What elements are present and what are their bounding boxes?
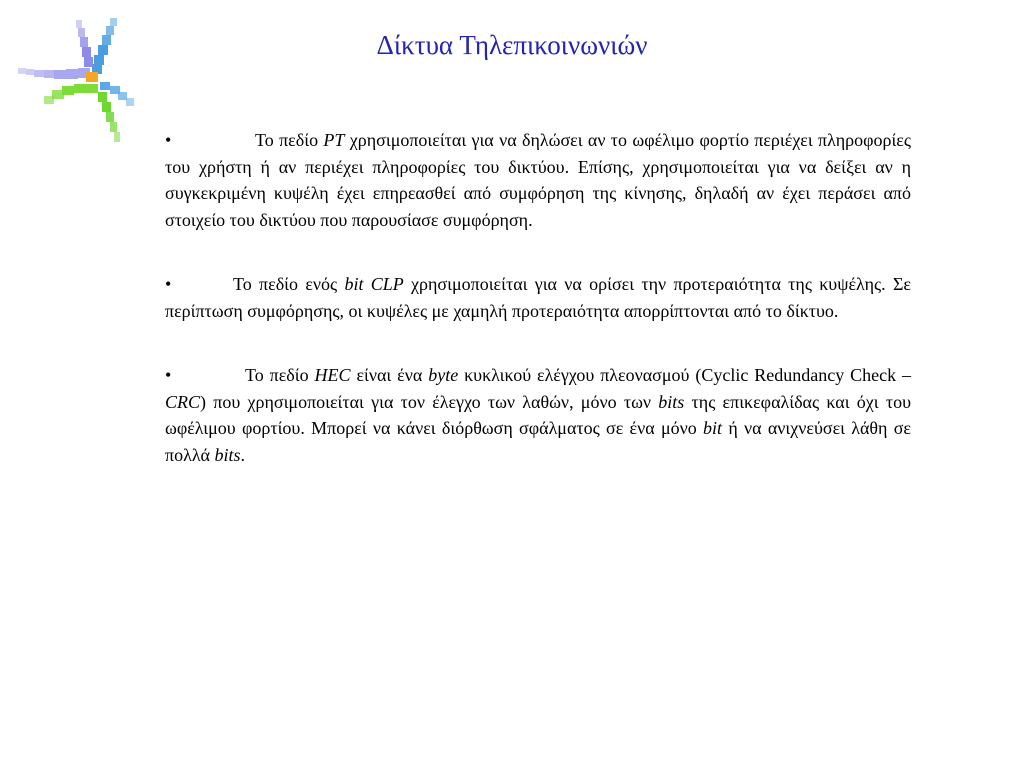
slide-title: Δίκτυα Τηλεπικοινωνιών	[376, 30, 648, 60]
bullet-marker: •	[165, 365, 172, 385]
bullet-marker: •	[165, 274, 172, 294]
bullet-item-pt: • Το πεδίο PT χρησιμοποιείται για να δηλώσει αν το ωφέλιμο φορτίο περιέχει πληροφορίες του χρήστη ή αν περιέχει πληροφορίες του δικτύου. Επίσης, χρησιμοποιείται για να δείξει αν η συγκεκριμένη κυψέλη έχει επηρεασθεί από συμφόρηση της κίνησης, δηλαδή αν έχει περάσει από στοιχείο του δικτύου που παρουσίασε συμφόρηση.	[165, 127, 911, 233]
bullet-list	[165, 127, 911, 506]
bullet-item-hec: • Το πεδίο HEC είναι ένα byte κυκλικού ελέγχου πλεονασμού (Cyclic Redundancy Check – CRC) που χρησιμοποιείται για τον έλεγχο των λαθών, μόνο των bits της επικεφαλίδας και όχι του ωφέλιμου φορτίου. Μπορεί να κάνει διόρθωση σφάλματος σε ένα μόνο bit ή να ανιχνεύσει λάθη σε πολλά bits.	[165, 362, 911, 468]
bullet-marker: •	[165, 130, 172, 150]
bullet-item-clp: • Το πεδίο ενός bit CLP χρησιμοποιείται για να ορίσει την προτεραιότητα της κυψέλης. Σε περίπτωση συμφόρησης, οι κυψέλες με χαμηλή προτεραιότητα απορρίπτονται από το δίκτυο.	[165, 271, 911, 324]
